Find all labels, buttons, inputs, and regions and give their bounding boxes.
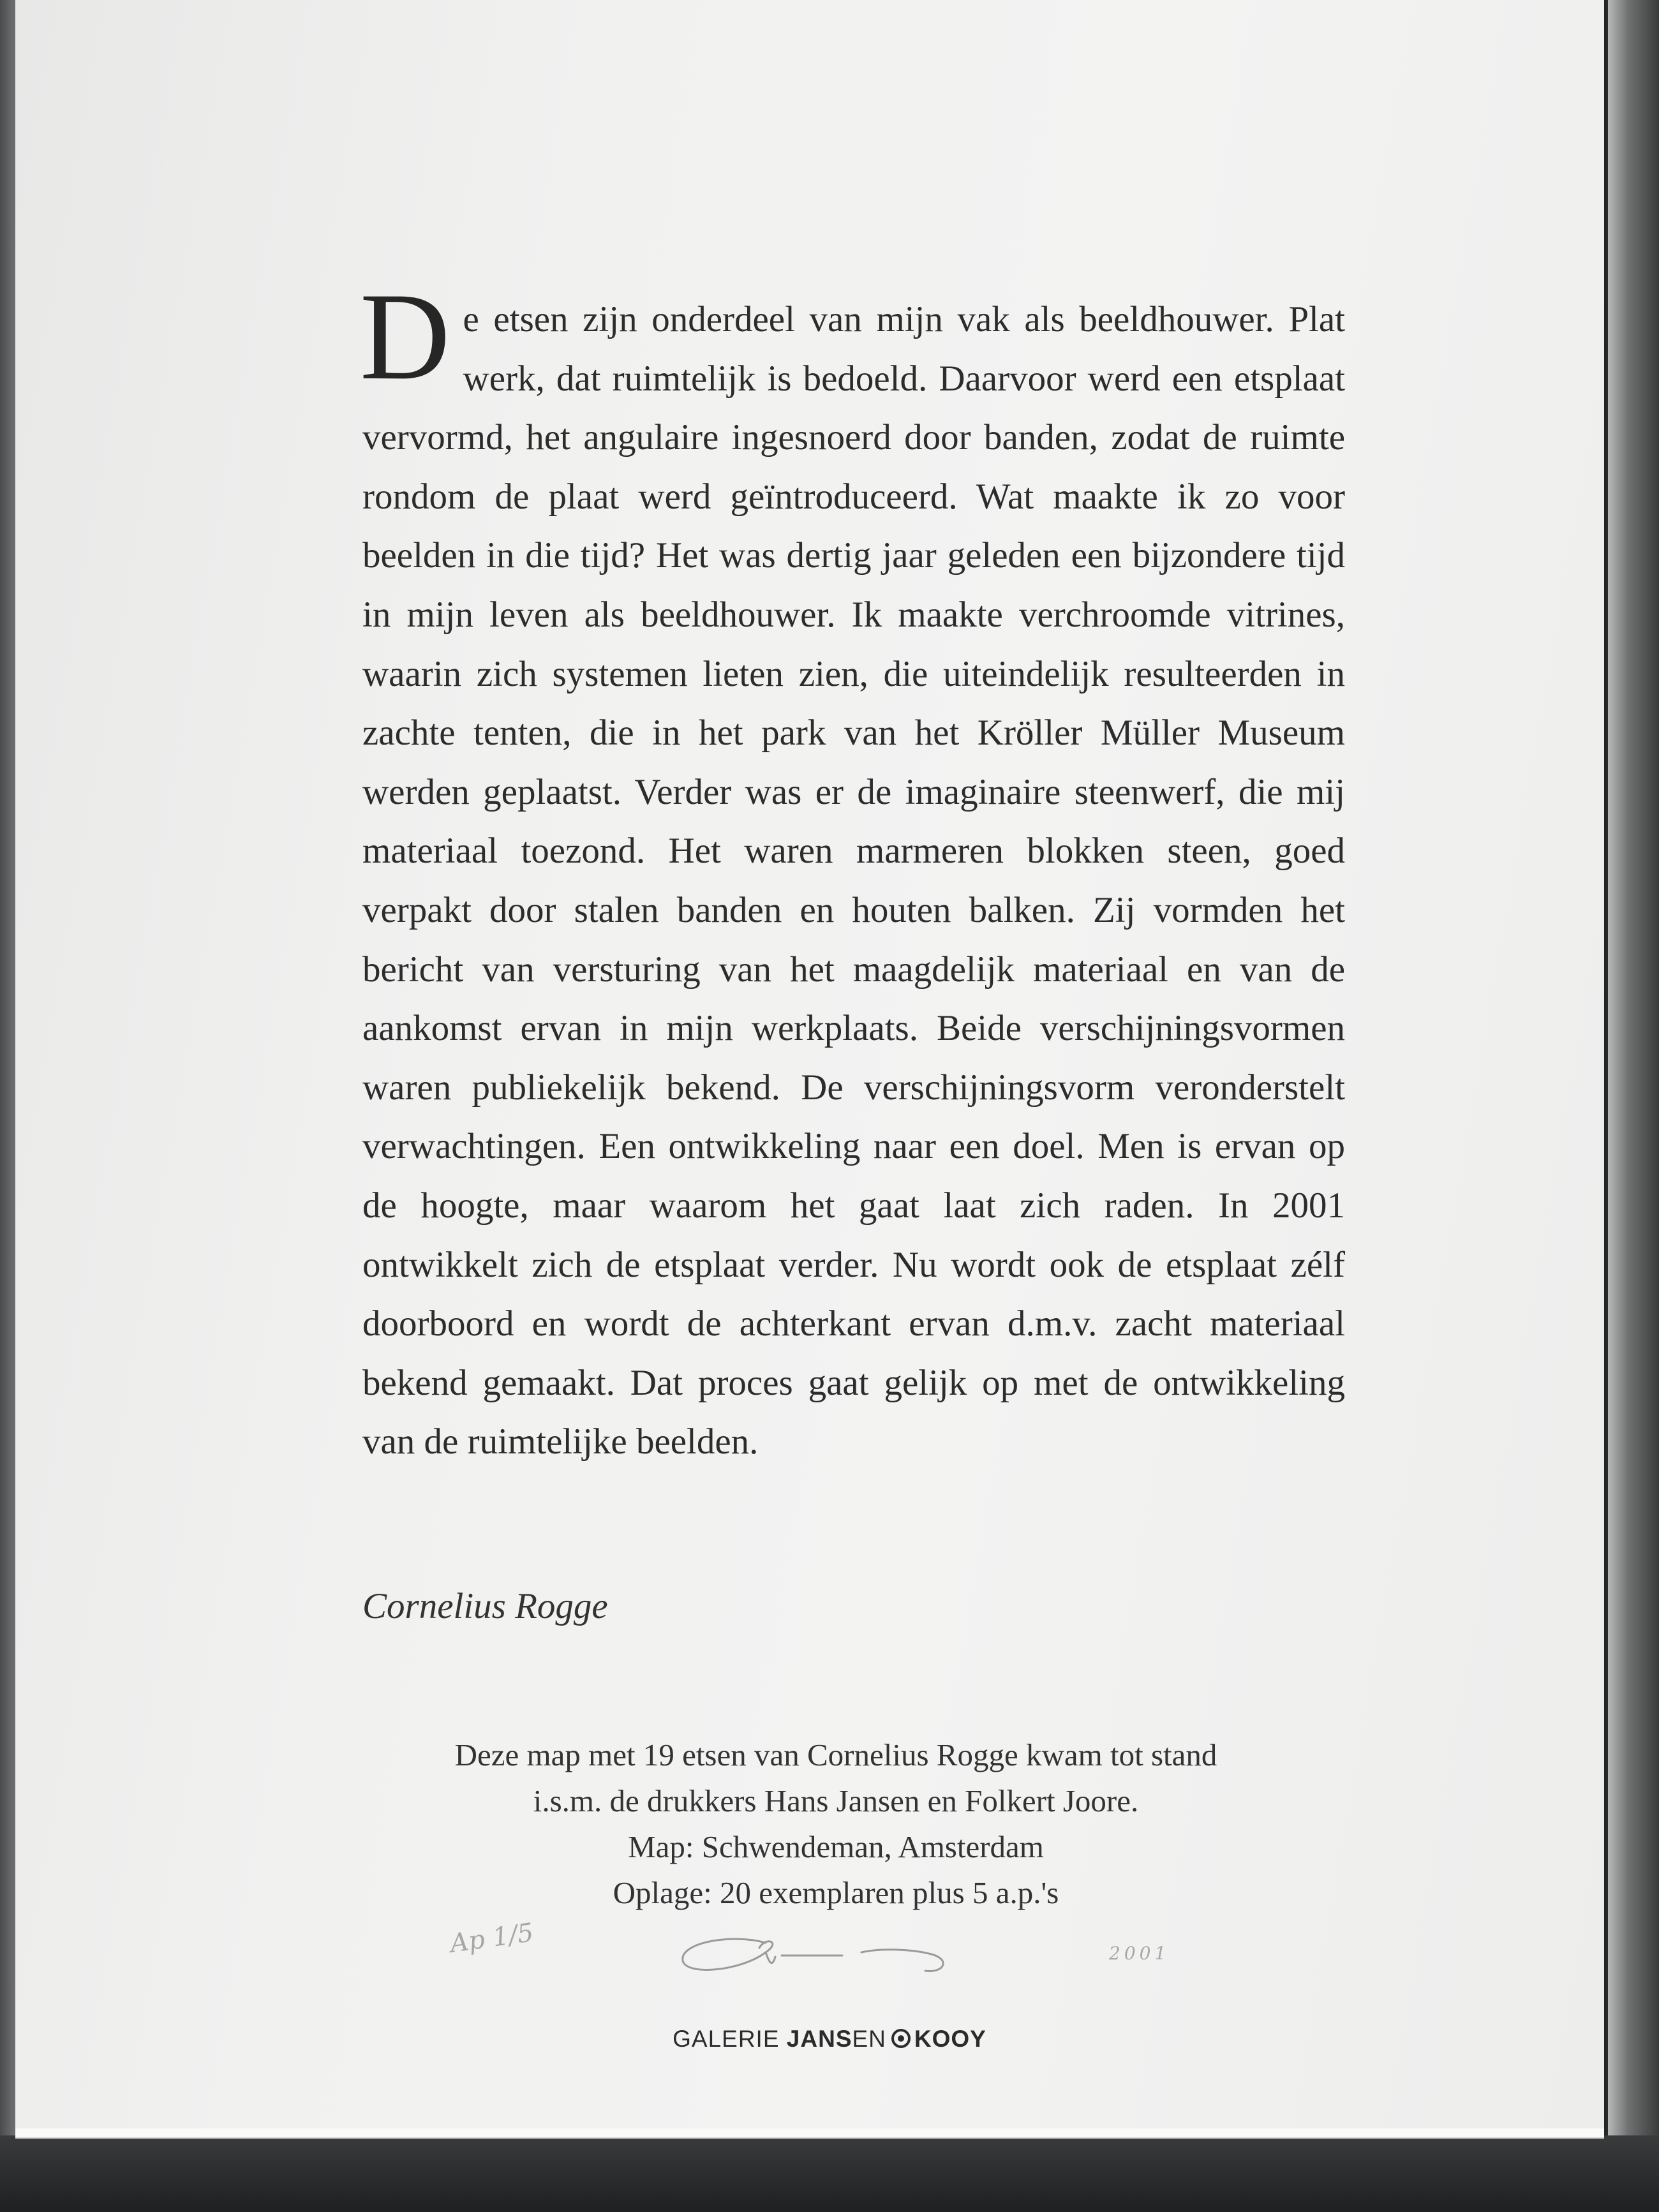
publisher-logo — [0, 2026, 1659, 2052]
paper-deckle-edge — [15, 2128, 1604, 2139]
colophon — [332, 1732, 1340, 1916]
pencil-edition-number: Ap 1/5 — [448, 1918, 536, 1959]
publisher-en: EN — [852, 2026, 886, 2052]
colophon-line-4: Oplage: 20 exemplaren plus 5 a.p.'s — [613, 1875, 1059, 1910]
logo-ring-icon — [891, 2029, 911, 2048]
essay-text: e etsen zijn onderdeel van mijn vak als beeldhouwer. Plat werk, dat ruimtelijk is bedoeld. Daarvoor werd een etsplaat vervormd, het angulaire ingesnoerd door banden, zodat de ruimte rondom de plaat werd geïntroduceerd. Wat maakte ik zo voor beelden in die tijd? Het was dertig jaar geleden een bijzondere tijd in mijn leven als beeldhouwer. Ik maakte verchroomde vitrines, waarin zich systemen lieten zien, die uiteindelijk resulteerden in zachte tenten, die in het park van het Kröller Müller Museum werden geplaatst. Verder was er de imaginaire steenwerf, die mij materiaal toezond. Het waren marmeren blokken steen, goed verpakt door stalen banden en houten balken. Zij vormden het bericht van versturing van het maagdelijk materiaal en van de aankomst ervan in mijn werkplaats. Beide verschijningsvormen waren publiekelijk bekend. De verschijningsvorm veronderstelt verwachtingen. Een ontwikkeling naar een doel. Men is ervan op de hoogte, maar waarom het gaat laat zich raden. In 2001 ontwikkelt zich de etsplaat verder. Nu wordt ook de etsplaat zélf doorboord en wordt de achterkant ervan d.m.v. zacht materiaal bekend gemaakt. Dat proces gaat gelijk op met de ontwikkeling van de ruimtelijke beelden. — [362, 299, 1345, 1462]
colophon-line-3: Map: Schwendeman, Amsterdam — [628, 1829, 1044, 1864]
publisher-jans: JANS — [786, 2026, 852, 2052]
background-table — [0, 2135, 1659, 2212]
pencil-year: 2001 — [1109, 1943, 1170, 1964]
colophon-line-2: i.s.m. de drukkers Hans Jansen en Folkert Joore. — [533, 1783, 1139, 1818]
publisher-kooy: KOOY — [914, 2026, 986, 2052]
essay-body — [360, 267, 1345, 1472]
colophon-line-1: Deze map met 19 etsen van Cornelius Rogge kwam tot stand — [454, 1737, 1217, 1772]
artist-signature — [670, 1917, 957, 1987]
publisher-prefix: GALERIE — [673, 2026, 787, 2052]
author-name: Cornelius Rogge — [362, 1586, 608, 1626]
background-right — [1608, 0, 1659, 2212]
drop-cap: D — [360, 267, 450, 406]
